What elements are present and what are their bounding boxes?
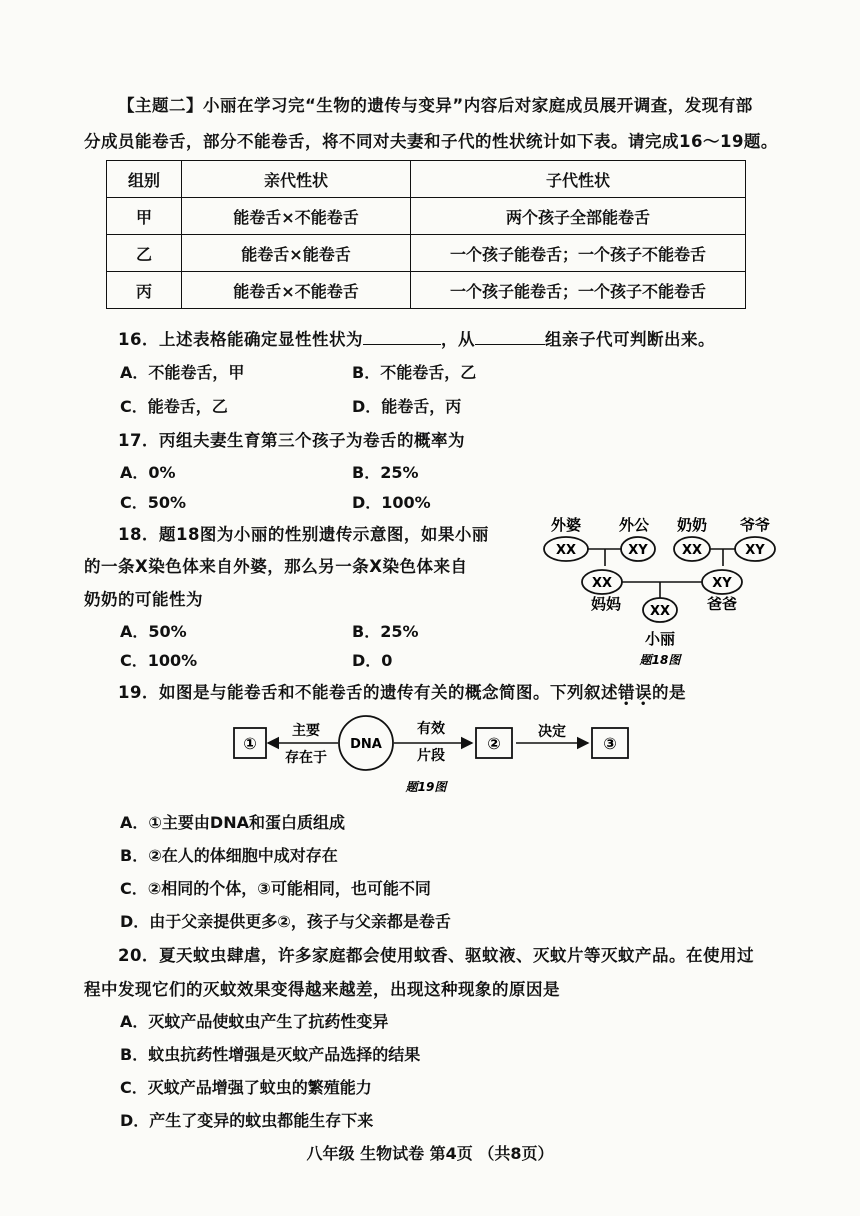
chromosome-waipo: XX [555, 543, 577, 558]
q18-option-a: A．50% [120, 622, 187, 641]
q17-option-b: B．25% [352, 463, 419, 482]
box-1-label: ① [243, 734, 257, 753]
table-row [107, 272, 746, 309]
arrow-1-top-label: 主要 [292, 723, 320, 739]
table-row [107, 198, 746, 235]
q17-stem: 17．丙组夫妻生育第三个孩子为卷舌的概率为 [118, 431, 465, 450]
q16-option-d: D．能卷舌，丙 [352, 397, 462, 416]
arrow-1-bottom-label: 存在于 [285, 750, 327, 766]
table-cell: 丙 [107, 272, 182, 309]
q18-line-1: 18．题18图为小丽的性别遗传示意图，如果小丽 [118, 525, 489, 544]
chromosome-xiaoli: XX [649, 604, 671, 619]
arrow-2-bottom-label: 片段 [417, 748, 445, 764]
q19-emphasis-2: 误 [634, 683, 652, 702]
table-header-cell: 亲代性状 [182, 161, 411, 198]
q18-option-b: B．25% [352, 622, 419, 641]
label-waigong: 外公 [618, 516, 650, 534]
q19-option-a: A．①主要由DNA和蛋白质组成 [120, 813, 345, 832]
q20-option-b: B．蚊虫抗药性增强是灭蚊产品选择的结果 [120, 1045, 421, 1064]
page-footer: 八年级 生物试卷 第4页 （共8页） [306, 1144, 554, 1163]
q20-option-a: A．灭蚊产品使蚊虫产生了抗药性变异 [120, 1012, 389, 1031]
q16-stem-c: 组亲子代可判断出来。 [544, 330, 715, 349]
label-xiaoli: 小丽 [644, 630, 676, 648]
table-cell: 能卷舌×能卷舌 [182, 235, 411, 272]
table-header-row [107, 161, 746, 198]
trait-table [106, 160, 746, 309]
table-cell: 甲 [107, 198, 182, 235]
table-cell: 一个孩子能卷舌；一个孩子不能卷舌 [411, 235, 746, 272]
q19-stem-b: 的是 [651, 683, 686, 702]
box-2-label: ② [487, 734, 501, 753]
label-yeye: 爷爷 [739, 516, 771, 534]
label-waipo: 外婆 [550, 516, 582, 534]
q18-option-c: C．100% [120, 651, 198, 670]
q16-stem [118, 326, 715, 350]
chromosome-waigong: XY [628, 543, 648, 558]
q16-blank-2 [475, 330, 545, 345]
q20-line-1: 20．夏天蚊虫肆虐，许多家庭都会使用蚊香、驱蚊液、灭蚊片等灭蚊产品。在使用过 [118, 946, 754, 965]
q19-emphasis-1: 错 [617, 683, 635, 702]
q19-option-b: B．②在人的体细胞中成对存在 [120, 846, 338, 865]
table-row [107, 235, 746, 272]
q18-option-d: D．0 [352, 651, 393, 670]
q16-blank-1 [363, 330, 441, 345]
label-baba: 爸爸 [706, 595, 738, 613]
table-cell: 一个孩子能卷舌；一个孩子不能卷舌 [411, 272, 746, 309]
q19-option-c: C．②相同的个体，③可能相同，也可能不同 [120, 879, 431, 898]
q20-line-2: 程中发现它们的灭蚊效果变得越来越差，出现这种现象的原因是 [84, 980, 560, 999]
table-cell: 两个孩子全部能卷舌 [411, 198, 746, 235]
arrow-2-top-label: 有效 [417, 721, 445, 737]
q20-option-c: C．灭蚊产品增强了蚊虫的繁殖能力 [120, 1078, 372, 1097]
q16-option-a: A．不能卷舌，甲 [120, 363, 245, 382]
chromosome-mama: XX [591, 576, 613, 591]
q17-option-d: D．100% [352, 493, 431, 512]
q18-line-2: 的一条X染色体来自外婆，那么另一条X染色体来自 [84, 557, 468, 576]
figure-19-caption: 题19图 [405, 780, 447, 794]
q18-line-3: 奶奶的可能性为 [84, 590, 203, 609]
intro-line-1: 【主题二】小丽在学习完“生物的遗传与变异”内容后对家庭成员展开调查，发现有部 [118, 96, 753, 115]
figure-18-pedigree [536, 508, 786, 670]
arrow-3-top-label: 决定 [538, 724, 566, 740]
q17-option-a: A．0% [120, 463, 176, 482]
q16-option-c: C．能卷舌，乙 [120, 397, 228, 416]
dna-label: DNA [350, 737, 382, 752]
q20-option-d: D．产生了变异的蚊虫都能生存下来 [120, 1111, 374, 1130]
table-cell: 乙 [107, 235, 182, 272]
chromosome-yeye: XY [745, 543, 765, 558]
chromosome-nainai: XX [681, 543, 703, 558]
q16-stem-b: ，从 [440, 330, 475, 349]
figure-19-concept-map [226, 712, 646, 798]
intro-line-2: 分成员能卷舌，部分不能卷舌，将不同对夫妻和子代的性状统计如下表。请完成16～19题。 [84, 132, 778, 151]
label-mama: 妈妈 [590, 595, 622, 613]
label-nainai: 奶奶 [676, 516, 708, 534]
q19-stem [118, 679, 686, 703]
table-header-cell: 组别 [107, 161, 182, 198]
q17-option-c: C．50% [120, 493, 187, 512]
table-cell: 能卷舌×不能卷舌 [182, 272, 411, 309]
q16-stem-a: 16．上述表格能确定显性性状为 [118, 330, 363, 349]
table-cell: 能卷舌×不能卷舌 [182, 198, 411, 235]
table-header-cell: 子代性状 [411, 161, 746, 198]
q19-option-d: D．由于父亲提供更多②，孩子与父亲都是卷舌 [120, 912, 451, 931]
figure-18-caption: 题18图 [639, 653, 681, 667]
chromosome-baba: XY [712, 576, 732, 591]
box-3-label: ③ [603, 734, 617, 753]
q19-stem-a: 19．如图是与能卷舌和不能卷舌的遗传有关的概念简图。下列叙述 [118, 683, 618, 702]
q16-option-b: B．不能卷舌，乙 [352, 363, 477, 382]
